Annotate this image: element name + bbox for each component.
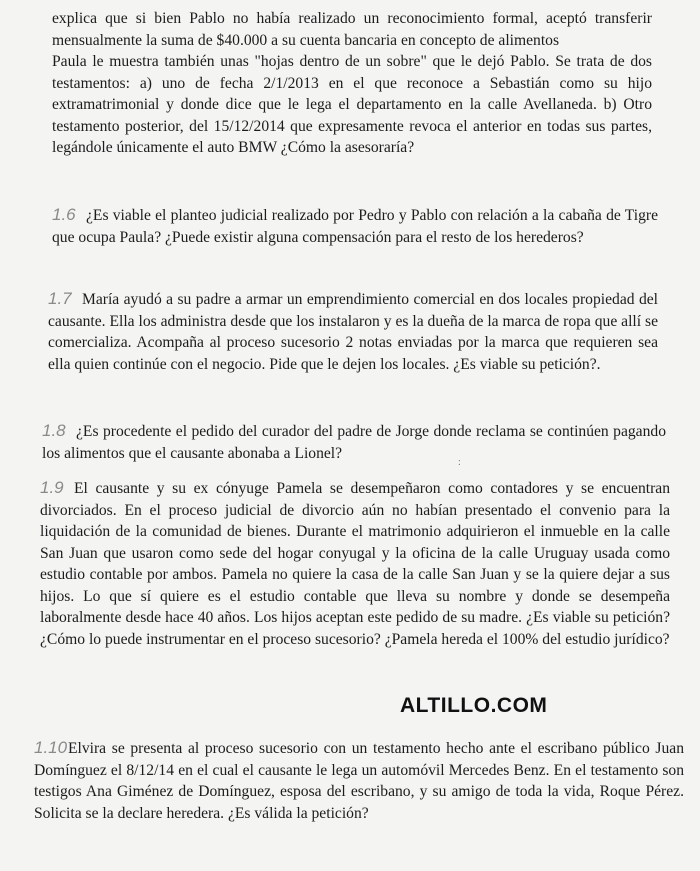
question-number: 1.7 — [48, 289, 72, 308]
intro-block — [52, 8, 652, 159]
question-number: 1.9 — [40, 478, 64, 497]
question-number: 1.6 — [52, 205, 76, 224]
question-number: 1.8 — [42, 421, 66, 440]
question-text: Elvira se presenta al proceso sucesorio con un testamento hecho ante el escribano público Juan Domínguez el 8/12/14 en el cual el causante le lega un automóvil Mercedes Benz. En el testamento son testigos Ana Giménez de Domínguez, esposa del escribano, y su amigo de toda la vida, Roque Pérez. Solicita se la declare heredera. ¿Es válida la petición? — [34, 740, 684, 822]
question-text: El causante y su ex cónyuge Pamela se desempeñaron como contadores y se encuentran divorciados. En el proceso judicial de divorcio aún no habían presentado el convenio para la liquidación de la comunidad de bienes. Durante el matrimonio adquirieron el inmueble en la calle San Juan que usaron como sede del hogar conyugal y la oficina de la calle Uruguay usada como estudio contable por ambos. Pamela no quiere la casa de la calle San Juan y se la quiere dejar a sus hijos. Lo que sí quiere es el estudio contable que lleva su nombre y donde se desempeña laboralmente desde hace 40 años. Los hijos aceptan este pedido de su madre. ¿Es viable su petición? ¿Cómo lo puede instrumentar en el proceso sucesorio? ¿Pamela hereda el 100% del estudio jurídico? — [40, 480, 670, 648]
question-number: 1.10 — [34, 738, 68, 757]
question-1-6 — [52, 204, 658, 248]
question-1-9 — [40, 477, 670, 650]
question-text: ¿Es procedente el pedido del curador del padre de Jorge donde reclama se continúen pagando los alimentos que el causante abonaba a Lionel? — [42, 423, 666, 462]
intro-paragraph-2: Paula le muestra también unas "hojas dentro de un sobre" que le dejó Pablo. Se trata de dos testamentos: a) uno de fecha 2/1/2013 en el que reconoce a Sebastián como su hijo extramatrimonial y donde dice que le lega el departamento en la calle Avellaneda. b) Otro testamento posterior, del 15/12/2014 que expresamente revoca el anterior en todas sus partes, legándole únicamente el auto BMW ¿Cómo la asesoraría? — [52, 53, 652, 156]
question-1-10 — [34, 737, 684, 824]
question-text: María ayudó a su padre a armar un emprendimiento comercial en dos locales propiedad del causante. Ella los administra desde que los instalaron y es la dueña de la marca de ropa que allí se comercializa. Acompaña al proceso sucesorio 2 notas enviadas por la marca que requieren sea ella quien continúe con el negocio. Pide que le dejen los locales. ¿Es viable su petición?. — [48, 291, 658, 373]
speck: : — [458, 457, 461, 468]
question-1-8 — [42, 420, 666, 464]
watermark-text: ALTILLO.COM — [400, 694, 548, 717]
question-1-7 — [48, 288, 658, 375]
intro-paragraph-1: explica que si bien Pablo no había realizado un reconocimiento formal, aceptó transferir mensualmente la suma de $40.000 a su cuenta bancaria en concepto de alimentos — [52, 10, 652, 49]
question-text: ¿Es viable el planteo judicial realizado por Pedro y Pablo con relación a la cabaña de Tigre que ocupa Paula? ¿Puede existir alguna compensación para el resto de los herederos? — [52, 207, 658, 246]
